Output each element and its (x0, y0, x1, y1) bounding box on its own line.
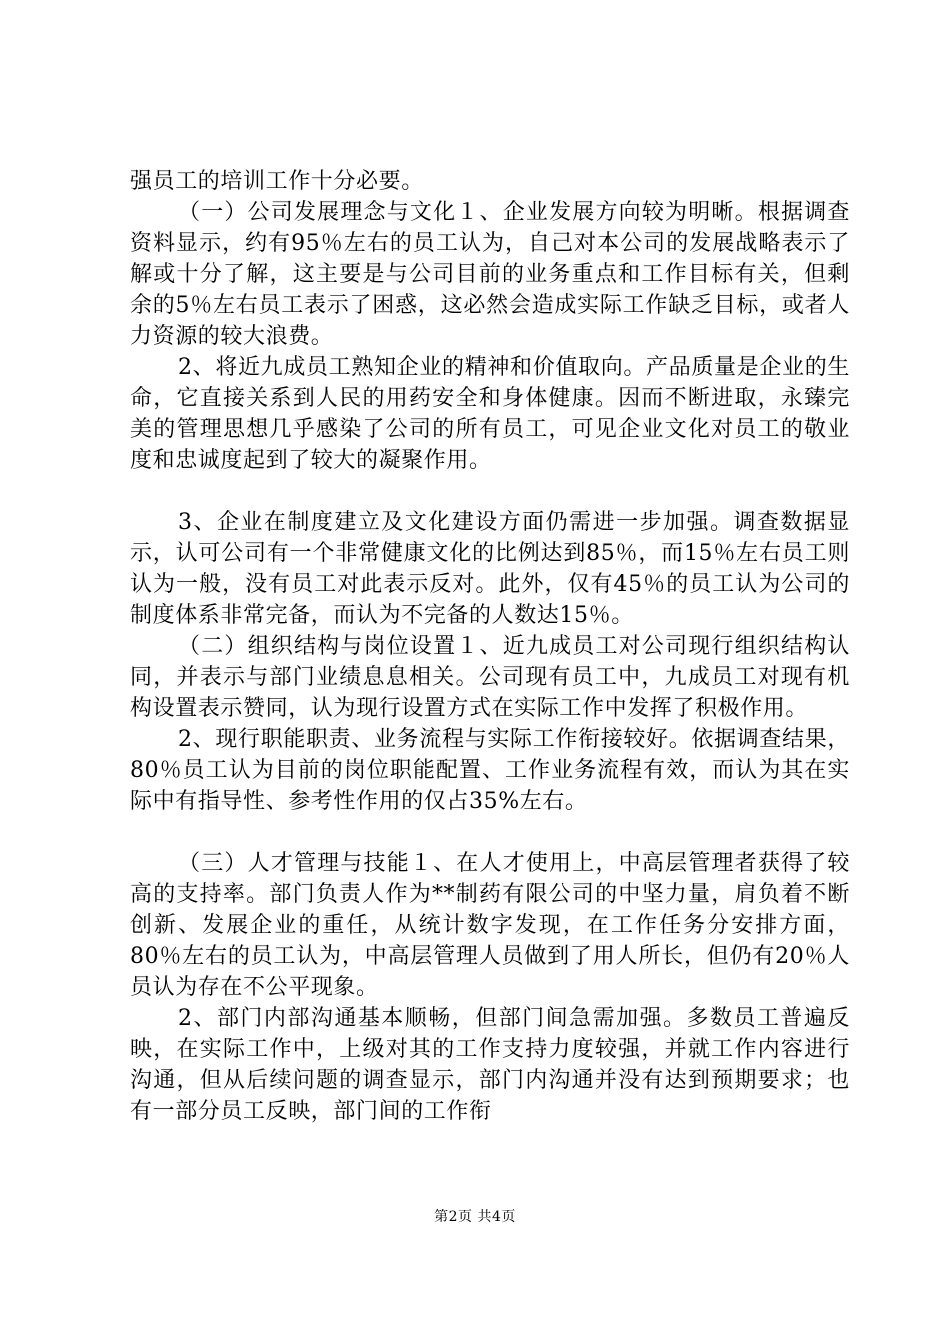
paragraph-section-one: （一）公司发展理念与文化１、企业发展方向较为明晰。根据调查资料显示，约有95％左右的员工认为，自己对本公司的发展战略表示了解或十分了解，这主要是与公司目前的业务重点和工作目标有关，但剩余的5％左右员工表示了困惑，这必然会造成实际工作缺乏目标，或者人力资源的较大浪费。 (130, 200, 850, 349)
paragraph-section-three: （三）人才管理与技能１、在人才使用上，中高层管理者获得了较高的支持率。部门负责人作为**制药有限公司的中坚力量，肩负着不断创新、发展企业的重任，从统计数字发现，在工作任务分安排方面，80％左右的员工认为，中高层管理人员做到了用人所长，但仍有20％人员认为存在不公平现象。 (130, 851, 850, 1000)
document-body (130, 166, 850, 1127)
page-footer: 第2页 共4页 (434, 1209, 516, 1225)
paragraph-section-two: （二）组织结构与岗位设置１、近九成员工对公司现行组织结构认同，并表示与部门业绩息息相关。公司现有员工中，九成员工对现有机构设置表示赞同，认为现行设置方式在实际工作中发挥了积极作用。 (130, 634, 850, 721)
paragraph-continuation: 强员工的培训工作十分必要。 (130, 169, 424, 194)
paragraph-communication: 2、部门内部沟通基本顺畅，但部门间急需加强。多数员工普遍反映，在实际工作中，上级对其的工作支持力度较强，并就工作内容进行沟通，但从后续问题的调查显示，部门内沟通并没有达到预期要求；也有一部分员工反映，部门间的工作衔 (130, 1006, 850, 1124)
paragraph-gap (130, 476, 850, 507)
paragraph-system-building: 3、企业在制度建立及文化建设方面仍需进一步加强。调查数据显示，认可公司有一个非常健康文化的比例达到85％，而15％左右员工则认为一般，没有员工对此表示反对。此外，仅有45％的员工认为公司的制度体系非常完备，而认为不完备的人数达15％。 (130, 510, 850, 628)
paragraph-gap (130, 817, 850, 848)
paragraph-culture-values: 2、将近九成员工熟知企业的精神和价值取向。产品质量是企业的生命，它直接关系到人民的用药安全和身体健康。因而不断进取，永臻完美的管理思想几乎感染了公司的所有员工，可见企业文化对员工的敬业度和忠诚度起到了较大的凝聚作用。 (130, 355, 850, 473)
paragraph-process-fit: 2、现行职能职责、业务流程与实际工作衔接较好。依据调查结果，80％员工认为目前的岗位职能配置、工作业务流程有效，而认为其在实际中有指导性、参考性作用的仅占35%左右。 (130, 727, 850, 814)
